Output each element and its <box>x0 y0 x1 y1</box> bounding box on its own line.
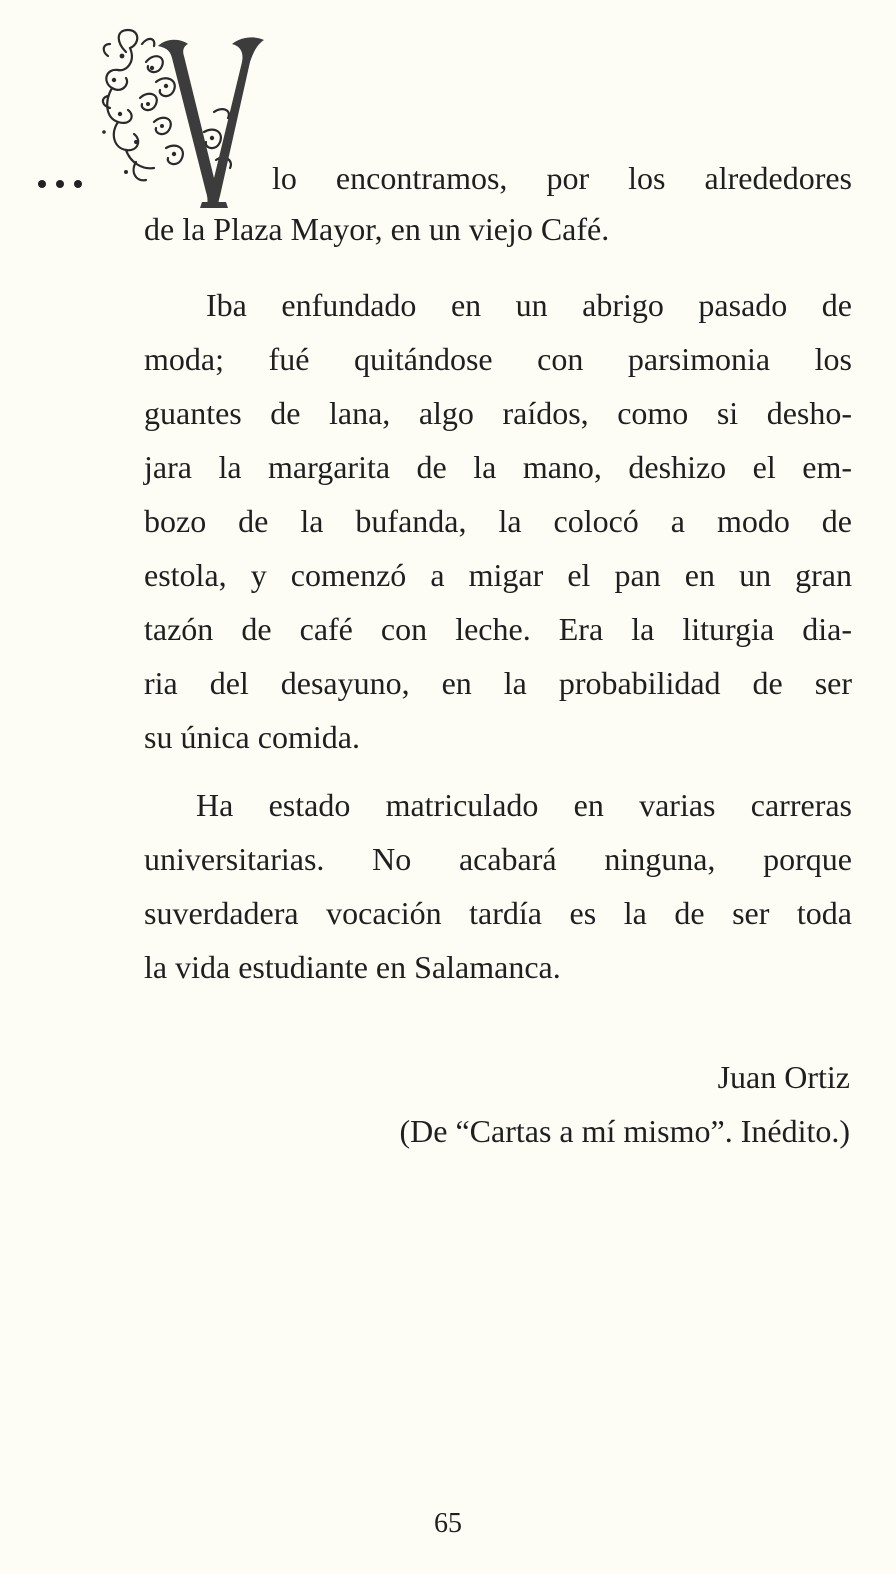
ellipsis-dots <box>36 178 100 190</box>
paragraph-2-line: estola, y comenzó a migar el pan en un gran <box>144 557 852 593</box>
paragraph-1-line-1: lo encontramos, por los alrededores <box>272 160 852 196</box>
ornamental-floral-initial-icon <box>96 22 268 210</box>
paragraph-2-line: guantes de lana, algo raídos, como si desho- <box>144 395 852 431</box>
paragraph-2-line: Iba enfundado en un abrigo pasado de <box>206 287 852 323</box>
paragraph-3-line: universitarias. No acabará ninguna, porque <box>144 841 852 877</box>
paragraph-1-continuation <box>144 202 852 256</box>
paragraph-1-line-2: de la Plaza Mayor, en un viejo Café. <box>144 211 610 247</box>
paragraph-3-line: Ha estado matriculado en varias carreras <box>196 787 852 823</box>
paragraph-2-line: moda; fué quitándose con parsimonia los <box>144 341 852 377</box>
paragraph-3-line: suverdadera vocación tardía es la de ser toda <box>144 895 852 931</box>
signature-block <box>399 1050 850 1158</box>
author-name: Juan Ortiz <box>717 1059 850 1095</box>
page-number: 65 <box>434 1508 462 1539</box>
paragraph-2 <box>144 278 852 764</box>
paragraph-2-line: ria del desayuno, en la probabilidad de ser <box>144 665 852 701</box>
source-citation: (De “Cartas a mí mismo”. Inédito.) <box>399 1113 850 1149</box>
paragraph-2-line: su única comida. <box>144 719 360 755</box>
paragraph-2-line: jara la margarita de la mano, deshizo el em- <box>144 449 852 485</box>
paragraph-3-line: la vida estudiante en Salamanca. <box>144 949 561 985</box>
paragraph-3 <box>144 778 852 994</box>
paragraph-2-line: bozo de la bufanda, la colocó a modo de <box>144 503 852 539</box>
paragraph-2-line: tazón de café con leche. Era la liturgia dia- <box>144 611 852 647</box>
